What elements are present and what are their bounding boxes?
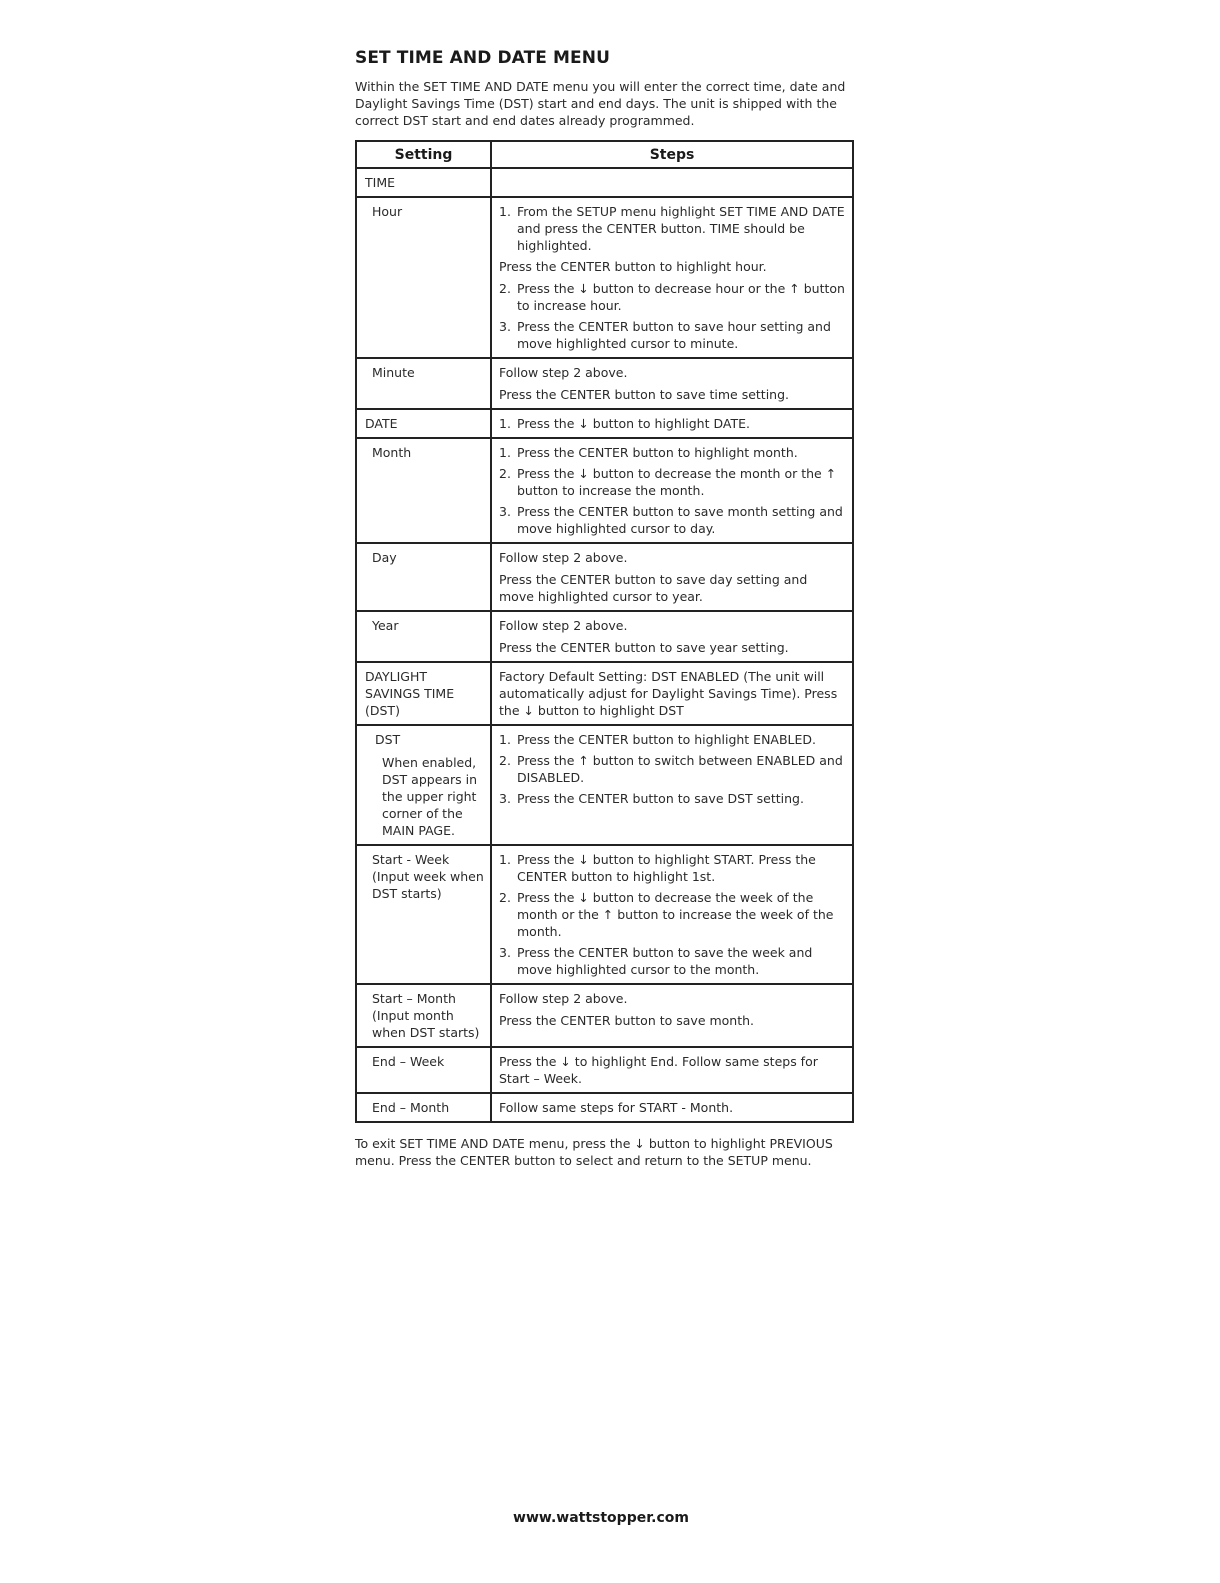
step-list: [499, 415, 846, 432]
steps-cell: [491, 197, 853, 358]
step-number: 1.: [499, 732, 511, 747]
step-paragraph: Press the CENTER button to save month.: [499, 1013, 755, 1028]
step-item: [499, 318, 846, 352]
step-paragraph: Follow step 2 above.: [499, 550, 628, 565]
steps-cell: [491, 438, 853, 543]
setting-cell: Hour: [356, 197, 491, 358]
step-number: 2.: [499, 466, 511, 481]
table-row-end-month: [356, 1093, 853, 1122]
setting-cell: DAYLIGHT SAVINGS TIME (DST): [356, 662, 491, 725]
steps-cell: [491, 845, 853, 984]
table-row-day: [356, 543, 853, 611]
page-title: SET TIME AND DATE MENU: [355, 48, 610, 68]
table-row-month: [356, 438, 853, 543]
steps-cell: [491, 409, 853, 438]
step-item: [499, 851, 846, 885]
intro-paragraph: Within the SET TIME AND DATE menu you will enter the correct time, date and Daylight Savings Time (DST) start and end days. The unit is shipped with the correct DST start and end dates already programmed.: [355, 79, 846, 128]
column-header-setting: Setting: [356, 141, 491, 168]
steps-cell: [491, 358, 853, 409]
step-number: 3.: [499, 791, 511, 806]
footer-url: www.wattstopper.com: [513, 1510, 689, 1526]
table-row-start-week: [356, 845, 853, 984]
table-row-time: [356, 168, 853, 197]
table-row-hour: [356, 197, 853, 358]
step-text: Press the CENTER button to save hour setting and move highlighted cursor to minute.: [517, 319, 831, 351]
steps-cell: [491, 611, 853, 662]
step-item: [499, 752, 846, 786]
step-text: Press the CENTER button to save DST setting.: [517, 791, 804, 806]
step-item: [499, 790, 846, 807]
step-text: Press the ↓ button to highlight DATE.: [517, 416, 750, 431]
step-item: [499, 731, 846, 748]
setting-note: When enabled, DST appears in the upper right corner of the MAIN PAGE.: [382, 755, 478, 838]
table-row-end-week: [356, 1047, 853, 1093]
step-text: Press the CENTER button to save the week and move highlighted cursor to the month.: [517, 945, 813, 977]
step-paragraph: Follow same steps for START - Month.: [499, 1100, 734, 1115]
step-paragraph: Press the CENTER button to save time setting.: [499, 387, 790, 402]
setting-cell: DATE: [356, 409, 491, 438]
table-row-dst-header: [356, 662, 853, 725]
step-list: [499, 280, 846, 352]
step-number: 3.: [499, 504, 511, 519]
step-item: [499, 944, 846, 978]
steps-cell: [491, 1047, 853, 1093]
setting-label: DST: [375, 732, 401, 747]
step-text: Press the ↑ button to switch between ENABLED and DISABLED.: [517, 753, 843, 785]
step-list: [499, 851, 846, 978]
column-header-steps: Steps: [491, 141, 853, 168]
step-item: [499, 415, 846, 432]
step-list: [499, 203, 846, 254]
step-paragraph: Follow step 2 above.: [499, 618, 628, 633]
setting-cell: End – Month: [356, 1093, 491, 1122]
step-paragraph: Follow step 2 above.: [499, 991, 628, 1006]
table-row-date: [356, 409, 853, 438]
step-paragraph: Press the CENTER button to save day setting and move highlighted cursor to year.: [499, 572, 808, 604]
step-number: 3.: [499, 945, 511, 960]
step-list: [499, 444, 846, 537]
table-row-minute: [356, 358, 853, 409]
step-number: 2.: [499, 753, 511, 768]
step-text: Press the ↓ button to decrease the week of the month or the ↑ button to increase the week of the month.: [517, 890, 834, 939]
step-paragraph: Press the ↓ to highlight End. Follow same steps for Start – Week.: [499, 1054, 818, 1086]
steps-cell: [491, 168, 853, 197]
step-paragraph: Follow step 2 above.: [499, 365, 628, 380]
document-body: [355, 48, 852, 1169]
step-item: [499, 889, 846, 940]
step-paragraph: Press the CENTER button to highlight hour.: [499, 259, 767, 274]
step-item: [499, 280, 846, 314]
step-number: 1.: [499, 445, 511, 460]
step-number: 3.: [499, 319, 511, 334]
step-item: [499, 503, 846, 537]
step-number: 1.: [499, 852, 511, 867]
step-paragraph: Factory Default Setting: DST ENABLED (The unit will automatically adjust for Daylight Savings Time). Press the ↓ button to highlight DST: [499, 669, 838, 718]
setting-cell: End – Week: [356, 1047, 491, 1093]
step-text: Press the CENTER button to highlight ENABLED.: [517, 732, 817, 747]
step-text: From the SETUP menu highlight SET TIME AND DATE and press the CENTER button. TIME should be highlighted.: [517, 204, 845, 253]
setting-cell: Start – Month (Input month when DST starts): [356, 984, 491, 1047]
steps-cell: [491, 984, 853, 1047]
step-number: 2.: [499, 890, 511, 905]
table-header-row: [356, 141, 853, 168]
steps-cell: [491, 543, 853, 611]
setting-cell: Month: [356, 438, 491, 543]
step-paragraph: Press the CENTER button to save year setting.: [499, 640, 789, 655]
step-list: [499, 731, 846, 807]
step-text: Press the ↓ button to decrease the month or the ↑ button to increase the month.: [517, 466, 837, 498]
step-text: Press the ↓ button to highlight START. Press the CENTER button to highlight 1st.: [517, 852, 816, 884]
setting-cell: [356, 725, 491, 845]
steps-cell: [491, 1093, 853, 1122]
exit-paragraph: To exit SET TIME AND DATE menu, press the ↓ button to highlight PREVIOUS menu. Press the CENTER button to select and return to the SETUP menu.: [355, 1136, 833, 1168]
setting-cell: Day: [356, 543, 491, 611]
step-number: 1.: [499, 416, 511, 431]
setting-cell: Start - Week (Input week when DST starts): [356, 845, 491, 984]
step-item: [499, 444, 846, 461]
settings-table: [355, 140, 854, 1123]
table-row-dst: [356, 725, 853, 845]
step-number: 2.: [499, 281, 511, 296]
table-row-start-month: [356, 984, 853, 1047]
step-item: [499, 465, 846, 499]
table-row-year: [356, 611, 853, 662]
step-text: Press the ↓ button to decrease hour or the ↑ button to increase hour.: [517, 281, 845, 313]
step-text: Press the CENTER button to save month setting and move highlighted cursor to day.: [517, 504, 843, 536]
step-number: 1.: [499, 204, 511, 219]
step-text: Press the CENTER button to highlight month.: [517, 445, 798, 460]
steps-cell: [491, 725, 853, 845]
setting-cell: Minute: [356, 358, 491, 409]
setting-cell: TIME: [356, 168, 491, 197]
steps-cell: [491, 662, 853, 725]
setting-cell: Year: [356, 611, 491, 662]
step-item: [499, 203, 846, 254]
